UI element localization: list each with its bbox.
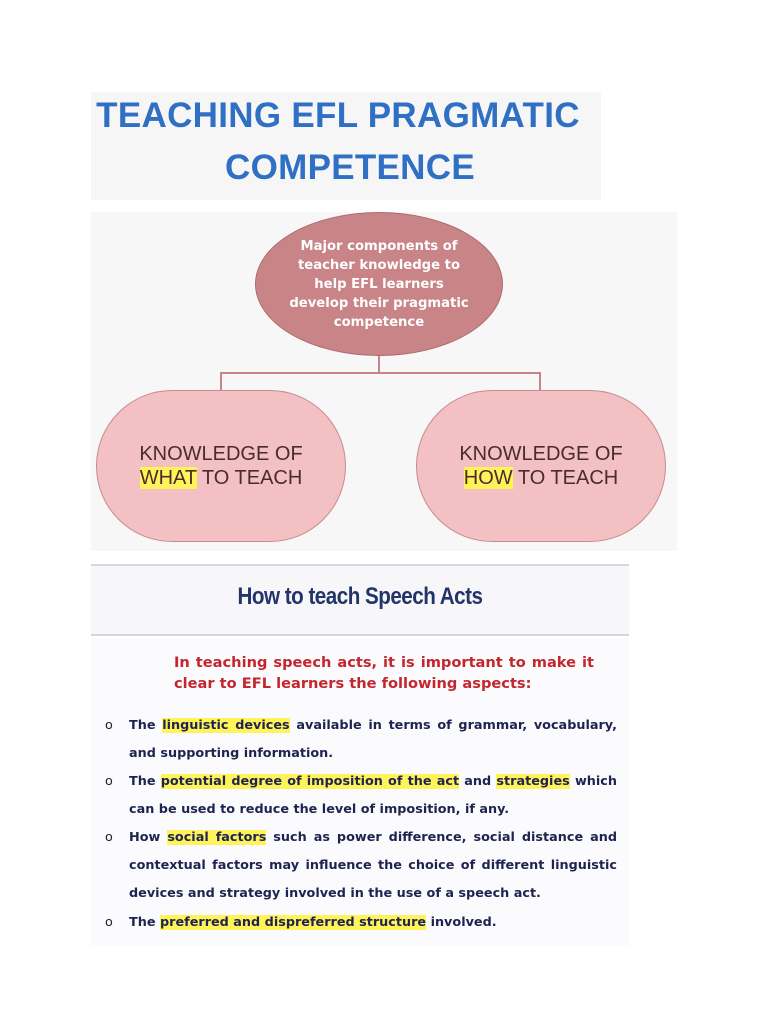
content-panel	[91, 638, 629, 946]
top-node-text: Major components of teacher knowledge to help EFL learners develop their pragmatic competence	[289, 238, 469, 330]
bullet-text	[129, 824, 617, 908]
diagram-panel	[91, 212, 677, 551]
bullet-text-part: such as power difference, social distance and contextual factors may influence the choice of different linguistic devices and strategy involved in the use of a speech act.	[129, 830, 618, 901]
right-node	[416, 390, 666, 542]
left-node-highlight: WHAT	[139, 467, 197, 489]
right-node-line-1: KNOWLEDGE OF	[459, 443, 623, 465]
bullet-marker: o	[105, 774, 113, 789]
bullet-text	[129, 909, 617, 937]
section-heading-panel	[91, 564, 629, 636]
connector-left-drop	[220, 372, 222, 390]
bullet-marker: o	[105, 830, 113, 845]
bullet-text-part: How	[129, 830, 168, 845]
bullet-highlight: social factors	[167, 830, 267, 845]
title-line-1: TEACHING EFL PRAGMATIC	[96, 96, 580, 135]
intro-text: In teaching speech acts, it is important to make it clear to EFL learners the following aspects:	[174, 654, 594, 692]
left-node-line-1: KNOWLEDGE OF	[139, 443, 303, 465]
bullet-text-part: The	[129, 915, 160, 930]
bullet-marker: o	[105, 915, 113, 930]
bullet-highlight: linguistic devices	[162, 718, 290, 733]
bullet-text-part: and	[459, 774, 497, 789]
bullet-marker: o	[105, 718, 113, 733]
left-node-line-2	[140, 466, 303, 490]
bullet-text-part: The	[129, 718, 163, 733]
title-line-2: COMPETENCE	[225, 148, 475, 187]
bullet-text-part: which can be used to reduce the level of imposition, if any.	[129, 774, 617, 817]
right-node-highlight: HOW	[463, 467, 513, 489]
title-panel	[91, 92, 601, 200]
top-node	[255, 212, 503, 356]
connector-right-drop	[539, 372, 541, 390]
bullet-highlight: preferred and dispreferred structure	[159, 915, 427, 930]
left-node-rest: TO TEACH	[196, 467, 303, 489]
bullet-highlight: potential degree of imposition of the act	[160, 774, 460, 789]
right-node-rest: TO TEACH	[512, 467, 619, 489]
bullet-text-part: available in terms of grammar, vocabulary, and supporting information.	[129, 718, 618, 761]
bullet-text-part: The	[129, 774, 161, 789]
bullet-text	[129, 712, 617, 768]
section-title: How to teach Speech Acts	[237, 583, 483, 610]
bullet-text-part: involved.	[426, 915, 497, 930]
left-node	[96, 390, 346, 542]
connector-vertical	[378, 356, 380, 372]
connector-horizontal	[220, 372, 540, 374]
bullet-text	[129, 768, 617, 824]
right-node-line-2	[464, 466, 618, 490]
bullet-highlight: strategies	[496, 774, 570, 789]
